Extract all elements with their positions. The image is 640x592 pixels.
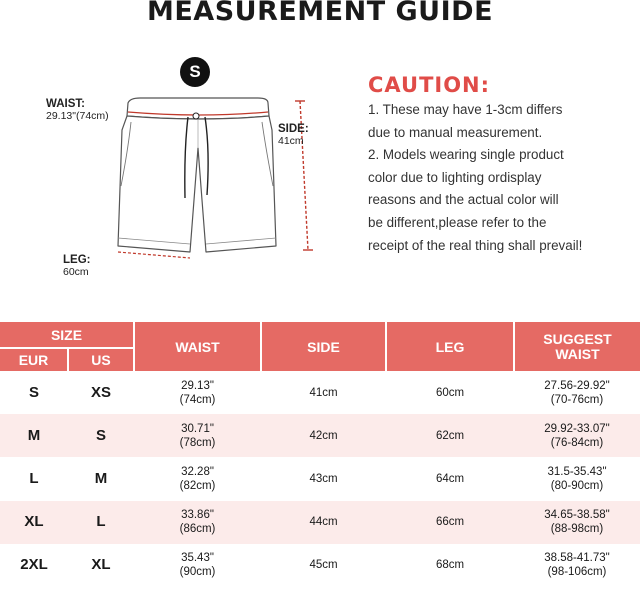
leg-header: LEG — [386, 322, 514, 371]
waist-cm: (78cm) — [179, 436, 216, 449]
eur-size: XL — [0, 501, 68, 544]
shorts-illustration — [118, 98, 276, 252]
waist-cm: (90cm) — [179, 566, 216, 579]
suggest-in: 34.65-38.58" — [544, 509, 610, 522]
waist-header: WAIST — [134, 322, 261, 371]
waist-cm: (86cm) — [179, 523, 216, 536]
waist-in: 35.43" — [181, 552, 214, 565]
us-size: M — [94, 469, 108, 487]
waist-in: 30.71" — [181, 422, 214, 435]
waist-label: WAIST: — [46, 98, 85, 110]
side-measurement — [278, 123, 309, 147]
table-row — [0, 544, 640, 587]
us-size: XS — [90, 383, 111, 401]
size-header: SIZE — [0, 322, 134, 348]
suggest-cm: (70-76cm) — [550, 393, 604, 406]
caution-line: reasons and the actual color will — [368, 192, 559, 208]
leg-cell: 68cm — [435, 559, 465, 572]
side-cell: 42cm — [261, 414, 386, 457]
suggest-in: 38.58-41.73" — [544, 552, 610, 565]
waist-value: 29.13"(74cm) — [46, 110, 109, 122]
size-table — [0, 322, 640, 587]
suggest-waist-cell — [514, 414, 640, 457]
side-cell: 45cm — [309, 559, 338, 572]
side-value: 41cm — [278, 135, 304, 147]
leg-cell: 60cm — [435, 386, 465, 399]
suggest-cm: (88-98cm) — [550, 523, 604, 536]
caution-line: receipt of the real thing shall prevail! — [368, 237, 583, 253]
us-size: XL — [91, 556, 111, 574]
waist-cell — [134, 457, 261, 500]
shorts-body — [118, 116, 276, 252]
leg-cell: 64cm — [435, 472, 465, 485]
leg-cell: 66cm — [386, 501, 514, 544]
waist-cm: (82cm) — [179, 479, 216, 492]
waist-cell — [134, 371, 261, 414]
suggest-header-line: SUGGEST — [543, 330, 612, 347]
suggest-in: 27.56-29.92" — [544, 379, 610, 392]
eur-size: M — [0, 414, 68, 457]
waist-cell — [134, 414, 261, 457]
eur-size: L — [29, 469, 39, 487]
waist-in: 32.28" — [181, 465, 214, 478]
caution-title: CAUTION: — [368, 73, 491, 97]
waist-in: 33.86" — [181, 509, 214, 522]
eur-size: S — [28, 383, 39, 401]
us-size: S — [68, 414, 134, 457]
us-header: US — [68, 348, 134, 371]
suggest-waist-cell — [514, 371, 640, 414]
caution-line: 2. Models wearing single product — [368, 147, 564, 163]
table-row — [0, 457, 640, 500]
waist-cell — [134, 501, 261, 544]
caution-line: color due to lighting ordisplay — [368, 169, 542, 185]
suggest-cm: (98-106cm) — [547, 566, 607, 579]
side-cell: 44cm — [261, 501, 386, 544]
caution-line: be different,please refer to the — [368, 214, 547, 230]
leg-measurement — [63, 254, 90, 278]
leg-measure-line — [118, 252, 190, 258]
leg-label: LEG: — [63, 254, 91, 266]
suggest-header-line: WAIST — [555, 345, 600, 362]
suggest-waist-cell — [514, 544, 640, 587]
caution-line: due to manual measurement. — [368, 124, 543, 140]
suggest-in: 31.5-35.43" — [547, 465, 607, 478]
suggest-cm: (80-90cm) — [550, 479, 604, 492]
suggest-cm: (76-84cm) — [550, 436, 604, 449]
side-cell: 41cm — [309, 386, 338, 399]
suggest-in: 29.92-33.07" — [544, 422, 610, 435]
suggest-waist-header — [514, 322, 640, 371]
waist-in: 29.13" — [181, 379, 214, 392]
table-row — [0, 501, 640, 544]
page-title: MEASUREMENT GUIDE — [146, 0, 494, 27]
leg-value: 60cm — [63, 266, 89, 278]
waist-measurement — [46, 98, 109, 122]
caution-text — [368, 99, 640, 257]
table-row — [0, 371, 640, 414]
us-size: L — [68, 501, 134, 544]
side-cell: 43cm — [309, 472, 338, 485]
waist-cm: (74cm) — [179, 393, 216, 406]
waist-cell — [134, 544, 261, 587]
side-header: SIDE — [261, 322, 386, 371]
table-row — [0, 414, 640, 457]
suggest-waist-cell — [514, 501, 640, 544]
side-label: SIDE: — [278, 123, 309, 135]
leg-cell: 62cm — [386, 414, 514, 457]
caution-line: 1. These may have 1-3cm differs — [368, 102, 563, 117]
size-badge: S — [180, 57, 210, 87]
suggest-waist-cell — [514, 457, 640, 500]
eur-header: EUR — [0, 348, 68, 371]
eur-size: 2XL — [20, 556, 48, 574]
